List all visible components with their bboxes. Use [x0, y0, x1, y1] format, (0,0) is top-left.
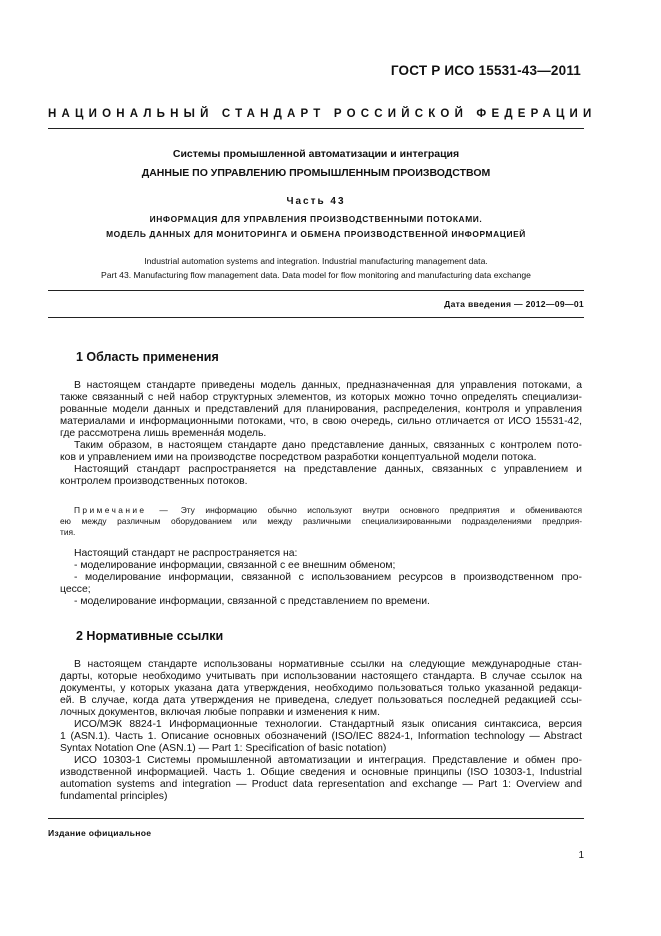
section-1-paragraph: Настоящий стандарт распространяется на представление данных, связанных с управлением и контролем производственных потоков.: [60, 464, 582, 487]
title-english-line: Industrial automation systems and integration. Industrial manufacturing management data.: [144, 256, 488, 266]
title-rule: [48, 290, 584, 291]
section-1-paragraph: В настоящем стандарте приведены модель данных, предназначенная для управления потоками, а также связанный с ней набор структурных элементов, из которых можно точно определять специализи- рованные модели данных и представлений для планирования, распределения, контроля и управления материалами и информационными потоками, что, в свою очередь, сильно отличается от ИСО 15531-42, где рассмотрена лишь временна́я модель.: [60, 380, 582, 439]
section-2-body: [60, 659, 582, 803]
date-rule: [48, 317, 584, 318]
title-part: Часть 43: [286, 196, 346, 207]
section-1-heading: 1 Область применения: [76, 350, 219, 364]
title-english-line: Part 43. Manufacturing flow management data. Data model for flow monitoring and manufacturing data exchange: [101, 270, 531, 280]
list-item: - моделирование информации, связанной с ее внешним обменом;: [74, 560, 396, 571]
footer-rule: [48, 818, 584, 819]
section-1-body: [60, 380, 582, 488]
section-1-exclusions: Настоящий стандарт не распространяется на: - моделирование информации, связанной с ее внешним обменом; - моделирование информации, связанной с использованием ресурсов в производственном про- цессе; - моделирование информации, связанной с представлением по времени.: [60, 548, 582, 607]
document-number: ГОСТ Р ИСО 15531-43—2011: [390, 63, 581, 78]
title-systems: Системы промышленной автоматизации и интеграция: [172, 148, 460, 160]
reference-entry: ИСО 10303-1 Системы промышленной автоматизации и интеграция. Представление и обмен про- изводственной информацией. Часть 1. Общие сведения и основные принципы (ISO 10303-1, Industrial automation systems and integration — Product data representation and exchange — Part 1: Overview and fundamental principles): [60, 755, 582, 802]
section-2-heading: 2 Нормативные ссылки: [76, 629, 224, 643]
list-item: - моделирование информации, связанной с представлением по времени.: [74, 596, 430, 607]
list-item: - моделирование информации, связанной с использованием ресурсов в производственном про-: [74, 572, 582, 583]
header-rule: [48, 128, 584, 129]
national-standard-banner: НАЦИОНАЛЬНЫЙ СТАНДАРТ РОССИЙСКОЙ ФЕДЕРАЦИИ: [48, 108, 597, 120]
page-number: 1: [578, 850, 584, 861]
section-1-note: Примечание — Эту информацию обычно используют внутри основного предприятия и обмениваются ею между различным оборудованием или между различными специализированными подразделениями предприя- тия.: [60, 505, 582, 537]
reference-entry: ИСО/МЭК 8824-1 Информационные технологии. Стандартный язык описания синтаксиса, версия 1 (ASN.1). Часть 1. Описание основных обозначений (ISO/IEC 8824-1, Information technology — Abstract Syntax Notation One (ASN.1) — Part 1: Specification of basic notation): [60, 719, 582, 754]
note-label: Примечание —: [74, 505, 171, 515]
title-main: ДАННЫЕ ПО УПРАВЛЕНИЮ ПРОМЫШЛЕННЫМ ПРОИЗВОДСТВОМ: [141, 167, 491, 179]
title-caption-line: МОДЕЛЬ ДАННЫХ ДЛЯ МОНИТОРИНГА И ОБМЕНА ПРОИЗВОДСТВЕННОЙ ИНФОРМАЦИЕЙ: [106, 229, 526, 239]
title-caption-line: ИНФОРМАЦИЯ ДЛЯ УПРАВЛЕНИЯ ПРОИЗВОДСТВЕННЫМИ ПОТОКАМИ.: [149, 214, 483, 224]
official-edition-label: Издание официальное: [48, 828, 152, 838]
introduction-date: Дата введения — 2012—09—01: [444, 299, 584, 309]
section-2-paragraph: В настоящем стандарте использованы нормативные ссылки на следующие международные стан- дарты, которые необходимо учитывать при использовании настоящего стандарта. В случае ссылок на документы, у которых указана дата утверждения, необходимо пользоваться только указанной редакци- ей. В случае, когда дата утверждения не приведена, следует пользоваться последней редакцией ссы- лочных документов, включая любые поправки и изменения к ним.: [60, 659, 582, 718]
section-1-paragraph: Таким образом, в настоящем стандарте дано представление данных, связанных с контролем пото- ков и управлением ими на производстве посредством разработки концептуальной модели потока.: [60, 440, 582, 463]
